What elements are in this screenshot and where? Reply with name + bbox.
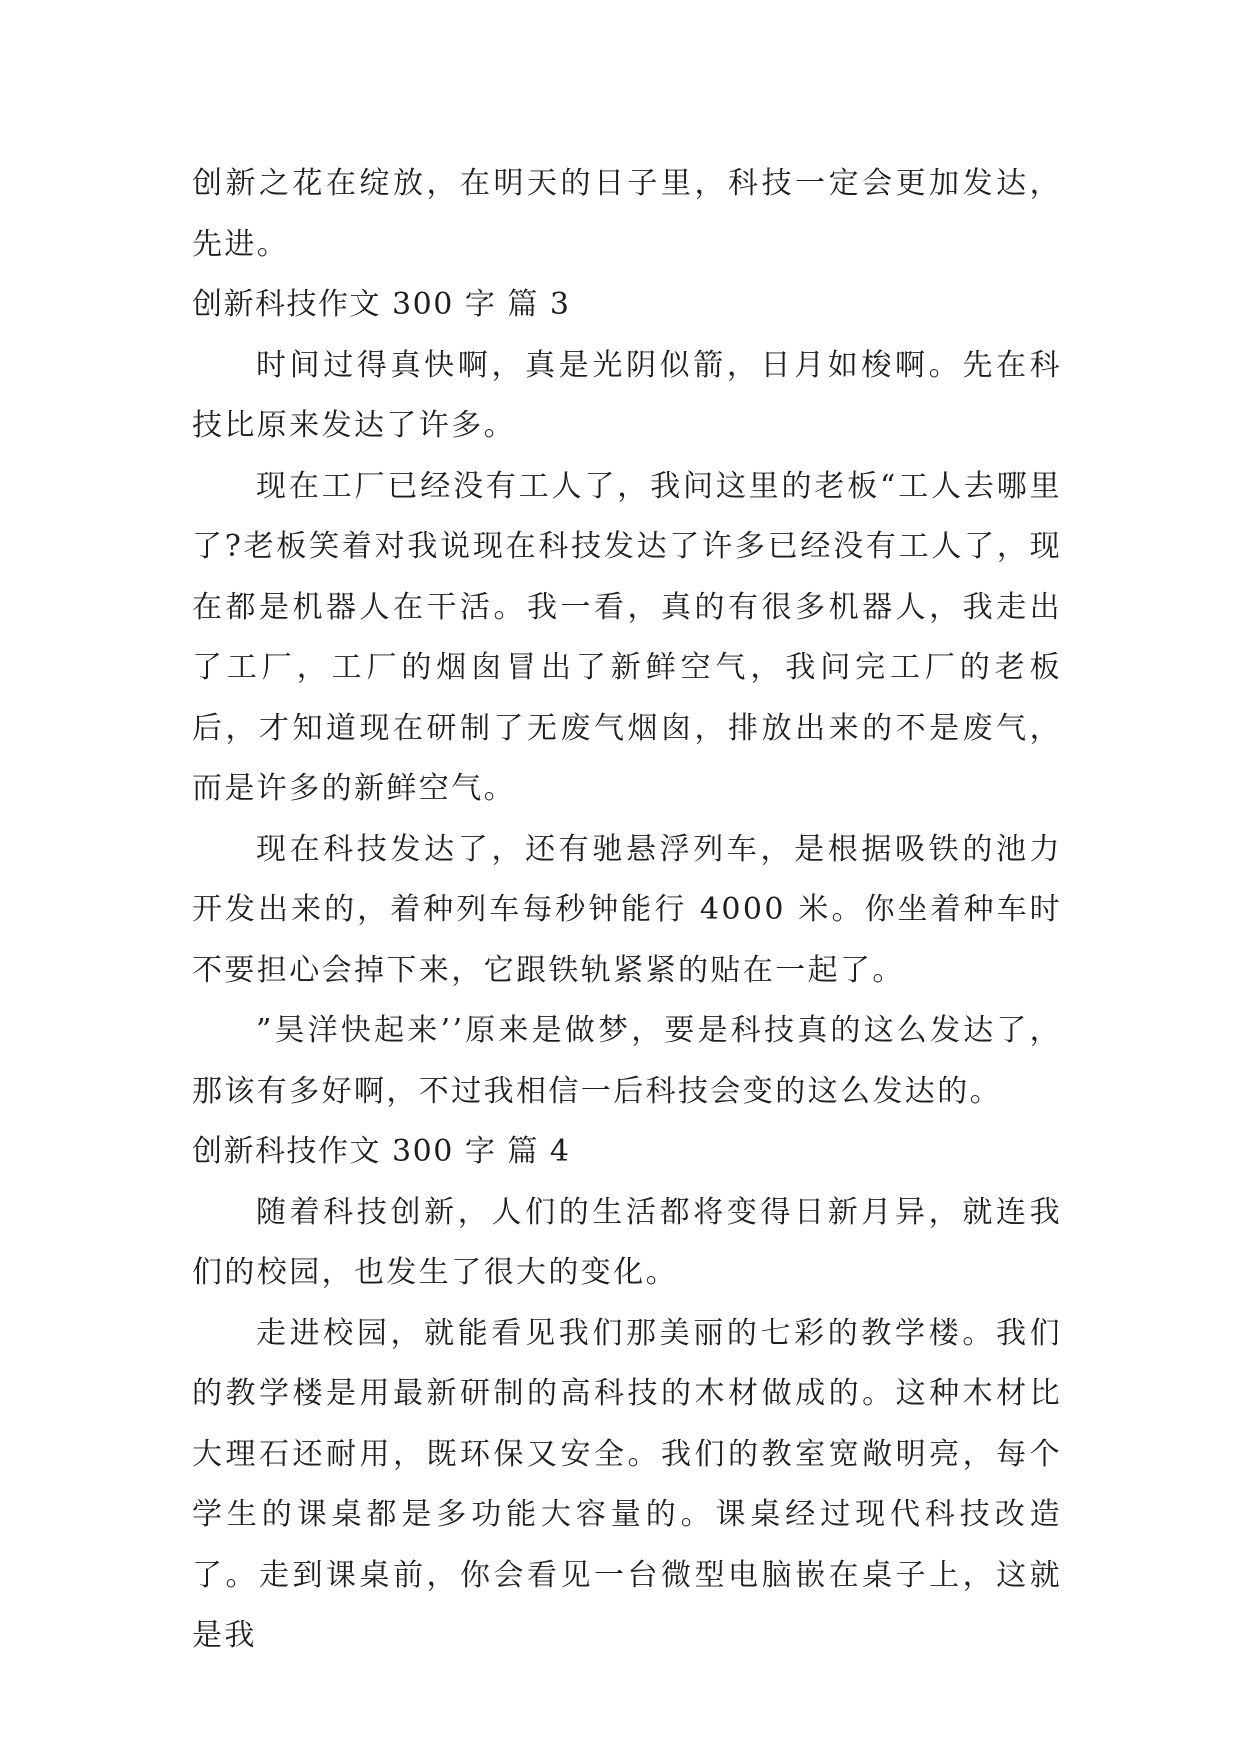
paragraph: 随着科技创新，人们的生活都将变得日新月异，就连我们的校园，也发生了很大的变化。 <box>192 1194 1062 1290</box>
document-body <box>192 154 1062 1667</box>
paragraph-closing: 创新之花在绽放，在明天的日子里，科技一定会更加发达，先进。 <box>192 166 1062 262</box>
paragraph: 时间过得真快啊，真是光阴似箭，日月如梭啊。先在科技比原来发达了许多。 <box>192 347 1062 443</box>
section-heading-4: 创新科技作文 300 字 篇 4 <box>192 1134 571 1169</box>
paragraph: 现在工厂已经没有工人了，我问这里的老板“工人去哪里了?老板笑着对我说现在科技发达了许多已经没有工人了，现在都是机器人在干活。我一看，真的有很多机器人，我走出了工厂，工厂的烟囱冒出了新鲜空气，我问完工厂的老板后，才知道现在研制了无废气烟囱，排放出来的不是废气，而是许多的新鲜空气。 <box>192 468 1062 806</box>
paragraph: ”昊洋快起来’’原来是做梦，要是科技真的这么发达了，那该有多好啊，不过我相信一后科技会变的这么发达的。 <box>192 1013 1062 1109</box>
section-heading-3: 创新科技作文 300 字 篇 3 <box>192 287 571 322</box>
paragraph: 走进校园，就能看见我们那美丽的七彩的教学楼。我们的教学楼是用最新研制的高科技的木材做成的。这种木材比大理石还耐用，既环保又安全。我们的教室宽敞明亮，每个学生的课桌都是多功能大容量的。课桌经过现代科技改造了。走到课桌前，你会看见一台微型电脑嵌在桌子上，这就是我 <box>192 1315 1062 1653</box>
paragraph: 现在科技发达了，还有驰悬浮列车，是根据吸铁的池力开发出来的，着种列车每秒钟能行 4000 米。你坐着种车时不要担心会掉下来，它跟铁轨紧紧的贴在一起了。 <box>192 831 1062 988</box>
